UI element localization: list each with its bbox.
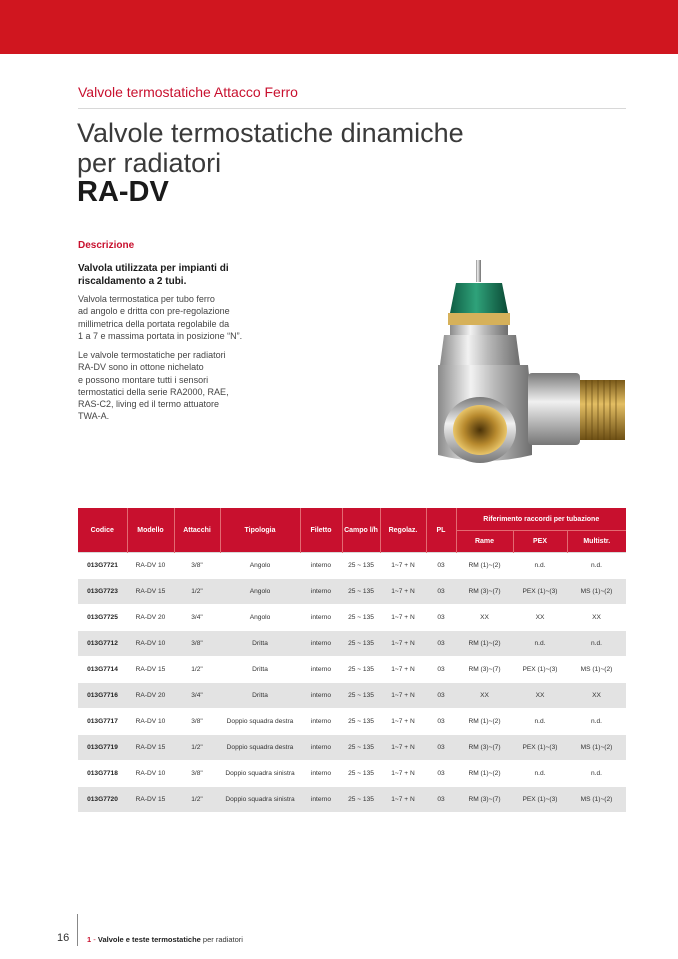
cell-tipologia: Doppio squadra sinistra [220,761,300,787]
cell-pl: 03 [426,761,456,787]
cell-regolaz: 1~7 + N [380,683,426,709]
table-row [78,787,626,813]
model-name: RA-DV [77,176,169,208]
cell-pex: XX [513,605,567,631]
header-codice: Codice [78,508,127,553]
table-row [78,683,626,709]
cell-codice: 013G7718 [78,761,127,787]
header-multistr: Multistr. [567,531,626,553]
cell-rame: RM (3)~(7) [456,657,513,683]
cell-regolaz: 1~7 + N [380,657,426,683]
cell-pex: PEX (1)~(3) [513,787,567,813]
cell-modello: RA-DV 10 [127,761,174,787]
cell-pex: n.d. [513,553,567,579]
cell-modello: RA-DV 15 [127,787,174,813]
cell-modello: RA-DV 20 [127,605,174,631]
cell-attacchi: 1/2" [174,735,220,761]
cell-attacchi: 3/8" [174,709,220,735]
title-line-1: Valvole termostatiche dinamiche [77,118,464,148]
header-pl: PL [426,508,456,553]
cell-codice: 013G7712 [78,631,127,657]
footer-chapter-bold: Valvole e teste termostatiche [97,935,201,944]
cell-tipologia: Doppio squadra sinistra [220,787,300,813]
cell-filetto: interno [300,709,342,735]
table-row [78,631,626,657]
cell-pl: 03 [426,683,456,709]
table-header-row [78,508,626,531]
cell-regolaz: 1~7 + N [380,735,426,761]
footer-separator: - [93,935,96,944]
cell-regolaz: 1~7 + N [380,787,426,813]
header-regolaz: Regolaz. [380,508,426,553]
cell-multistr: n.d. [567,631,626,657]
cell-regolaz: 1~7 + N [380,631,426,657]
footer-chapter-rest: per radiatori [202,935,243,944]
cell-modello: RA-DV 10 [127,553,174,579]
cell-pl: 03 [426,709,456,735]
header-riferimento: Riferimento raccordi per tubazione [456,508,626,531]
cell-campo: 25 ~ 135 [342,709,380,735]
cell-attacchi: 1/2" [174,657,220,683]
cell-modello: RA-DV 10 [127,709,174,735]
cell-tipologia: Dritta [220,683,300,709]
cell-rame: RM (1)~(2) [456,631,513,657]
cell-codice: 013G7725 [78,605,127,631]
cell-codice: 013G7719 [78,735,127,761]
spec-table [78,508,626,813]
valve-side-nut [528,373,580,445]
cell-regolaz: 1~7 + N [380,605,426,631]
cell-rame: RM (3)~(7) [456,579,513,605]
cell-attacchi: 3/8" [174,761,220,787]
title-line-2: per radiatori [77,148,222,178]
cell-multistr: MS (1)~(2) [567,579,626,605]
cell-pl: 03 [426,787,456,813]
cell-modello: RA-DV 10 [127,631,174,657]
cell-campo: 25 ~ 135 [342,735,380,761]
cell-rame: RM (1)~(2) [456,553,513,579]
cell-campo: 25 ~ 135 [342,787,380,813]
table-row [78,761,626,787]
cell-pex: n.d. [513,631,567,657]
cell-filetto: interno [300,735,342,761]
cell-filetto: interno [300,761,342,787]
cell-tipologia: Dritta [220,657,300,683]
header-campo: Campo l/h [342,508,380,553]
cell-multistr: MS (1)~(2) [567,787,626,813]
valve-pin [476,260,481,282]
cell-filetto: interno [300,579,342,605]
cell-filetto: interno [300,631,342,657]
cell-campo: 25 ~ 135 [342,657,380,683]
cell-modello: RA-DV 15 [127,735,174,761]
table-row [78,605,626,631]
valve-green-cap [450,283,508,313]
cell-modello: RA-DV 20 [127,683,174,709]
cell-tipologia: Angolo [220,605,300,631]
cell-multistr: n.d. [567,709,626,735]
cell-pl: 03 [426,579,456,605]
cell-codice: 013G7723 [78,579,127,605]
cell-modello: RA-DV 15 [127,657,174,683]
cell-codice: 013G7720 [78,787,127,813]
cell-codice: 013G7714 [78,657,127,683]
header-rame: Rame [456,531,513,553]
table-row [78,709,626,735]
cell-tipologia: Dritta [220,631,300,657]
cell-pl: 03 [426,735,456,761]
cell-multistr: n.d. [567,553,626,579]
cell-attacchi: 3/4" [174,605,220,631]
footer-chapter [87,935,243,944]
cell-pex: XX [513,683,567,709]
section-divider [78,108,626,109]
table-row [78,657,626,683]
cell-tipologia: Angolo [220,553,300,579]
cell-pl: 03 [426,605,456,631]
header-filetto: Filetto [300,508,342,553]
cell-multistr: XX [567,683,626,709]
cell-pex: PEX (1)~(3) [513,735,567,761]
header-pex: PEX [513,531,567,553]
cell-attacchi: 1/2" [174,579,220,605]
cell-tipologia: Doppio squadra destra [220,709,300,735]
page-title [77,118,464,178]
cell-filetto: interno [300,553,342,579]
cell-pl: 03 [426,631,456,657]
cell-filetto: interno [300,657,342,683]
cell-rame: RM (1)~(2) [456,761,513,787]
cell-codice: 013G7716 [78,683,127,709]
cell-attacchi: 1/2" [174,787,220,813]
cell-rame: RM (3)~(7) [456,787,513,813]
cell-filetto: interno [300,683,342,709]
cell-regolaz: 1~7 + N [380,579,426,605]
cell-rame: RM (3)~(7) [456,735,513,761]
cell-pl: 03 [426,553,456,579]
cell-pex: PEX (1)~(3) [513,657,567,683]
cell-filetto: interno [300,787,342,813]
cell-campo: 25 ~ 135 [342,683,380,709]
cell-regolaz: 1~7 + N [380,709,426,735]
page-number: 16 [57,932,70,944]
cell-regolaz: 1~7 + N [380,553,426,579]
cell-attacchi: 3/8" [174,553,220,579]
section-heading: Valvole termostatiche Attacco Ferro [78,84,298,100]
description-paragraph-2: Le valvole termostatiche per radiatori RA-DV sono in ottone nichelato e possono montare tutti i sensori termostatici della serie RA2000, RAE, RAS-C2, living ed il termo attuatore TWA-A. [78,350,229,422]
cell-modello: RA-DV 15 [127,579,174,605]
footer-divider [77,914,78,946]
header-attacchi: Attacchi [174,508,220,553]
table-row [78,579,626,605]
table-row [78,735,626,761]
cell-multistr: MS (1)~(2) [567,735,626,761]
description-lead: Valvola utilizzata per impianti di riscaldamento a 2 tubi. [78,263,229,287]
cell-codice: 013G7721 [78,553,127,579]
valve-brass-thread [580,380,625,440]
cell-tipologia: Doppio squadra destra [220,735,300,761]
cell-campo: 25 ~ 135 [342,579,380,605]
cell-multistr: XX [567,605,626,631]
cell-filetto: interno [300,605,342,631]
description-heading: Descrizione [78,240,135,251]
cell-rame: XX [456,605,513,631]
cell-campo: 25 ~ 135 [342,553,380,579]
cell-pex: PEX (1)~(3) [513,579,567,605]
cell-campo: 25 ~ 135 [342,631,380,657]
table-row [78,553,626,579]
top-banner [0,0,678,54]
cell-pex: n.d. [513,709,567,735]
cell-campo: 25 ~ 135 [342,761,380,787]
cell-regolaz: 1~7 + N [380,761,426,787]
cell-attacchi: 3/8" [174,631,220,657]
cell-multistr: n.d. [567,761,626,787]
cell-codice: 013G7717 [78,709,127,735]
cell-pl: 03 [426,657,456,683]
valve-upper-body [440,335,520,365]
cell-rame: RM (1)~(2) [456,709,513,735]
cell-tipologia: Angolo [220,579,300,605]
footer-chapter-number: 1 [87,935,92,944]
cell-pex: n.d. [513,761,567,787]
valve-product-image [420,255,635,480]
cell-multistr: MS (1)~(2) [567,657,626,683]
description-paragraph-1: Valvola termostatica per tubo ferro ad angolo e dritta con pre-regolazione millimetrica della portata regolabile da 1 a 7 e massima portata in posizione “N”. [78,294,243,341]
cell-campo: 25 ~ 135 [342,605,380,631]
header-tipologia: Tipologia [220,508,300,553]
cell-attacchi: 3/4" [174,683,220,709]
cell-rame: XX [456,683,513,709]
header-modello: Modello [127,508,174,553]
